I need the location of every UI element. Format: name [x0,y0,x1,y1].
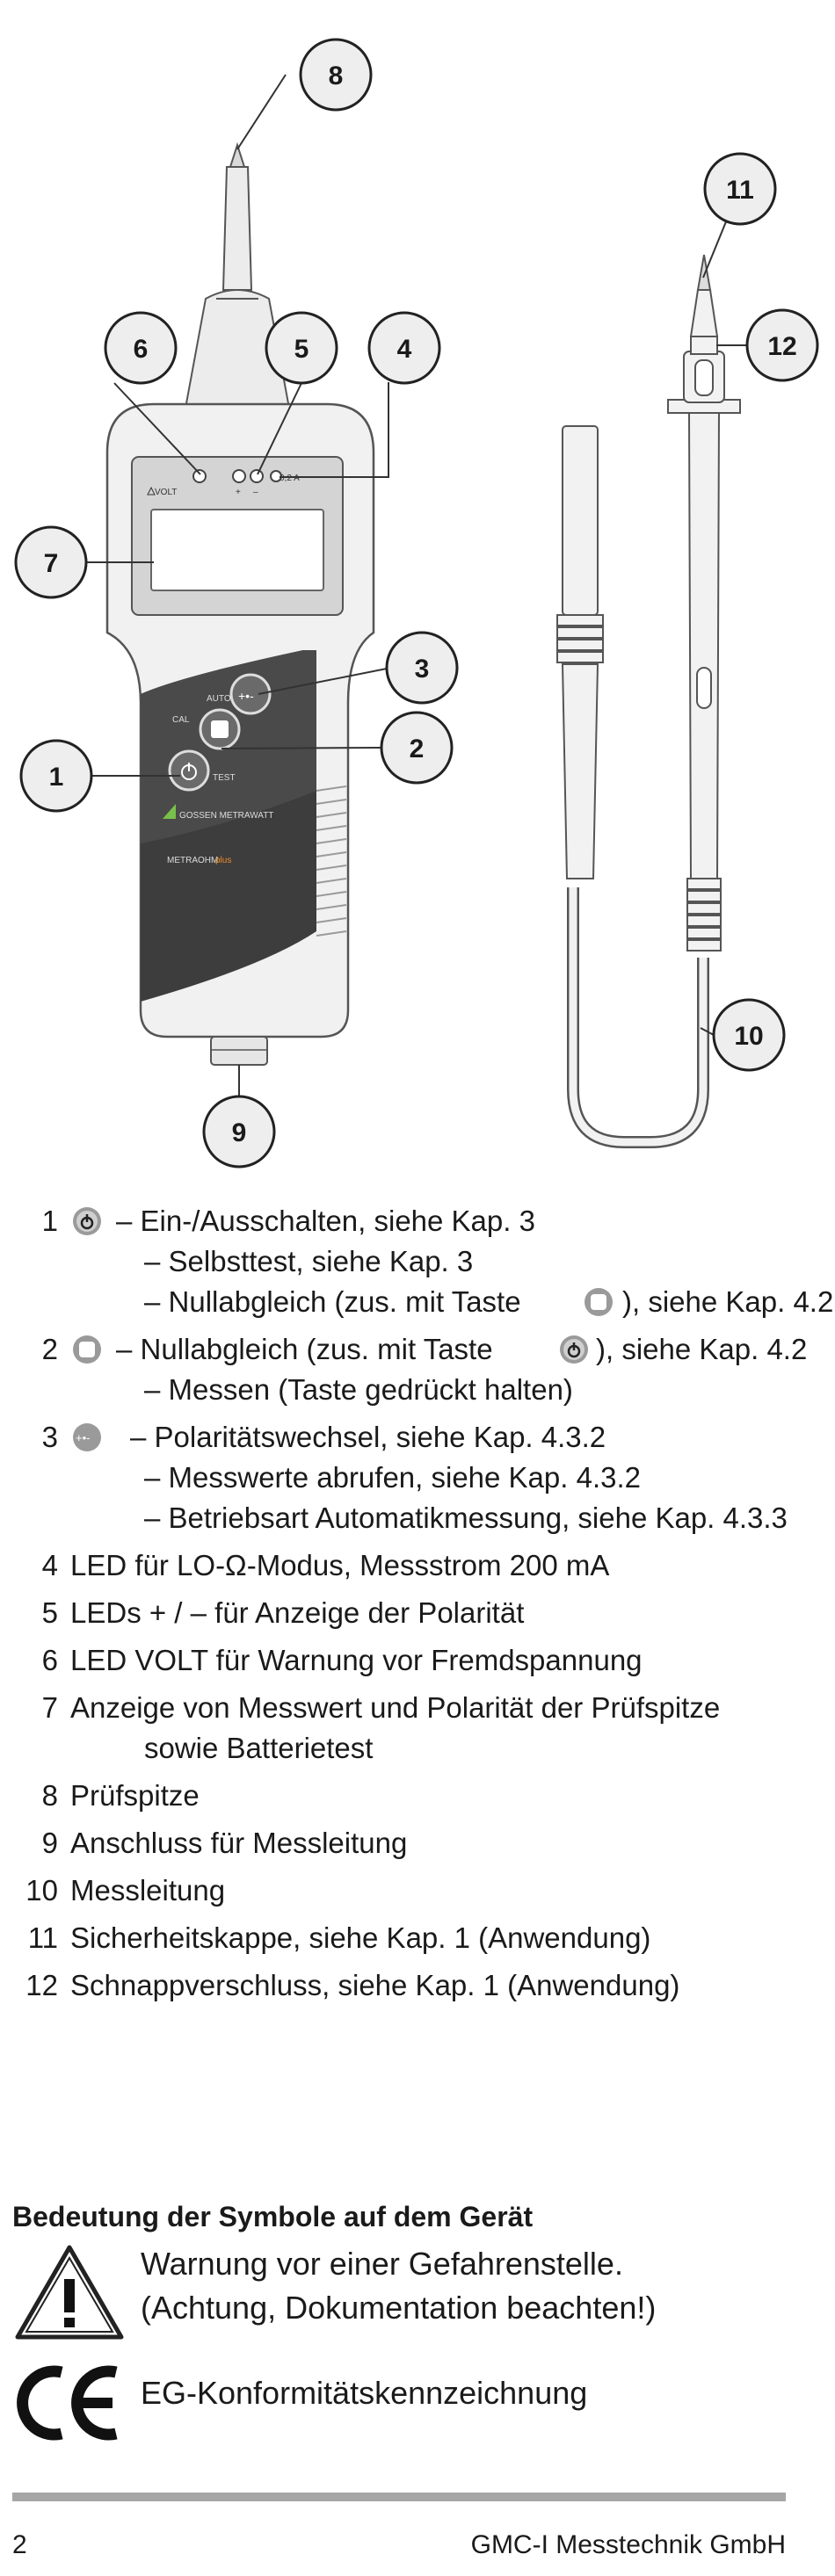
callout-1-number: 1 [48,763,64,792]
footer-divider [12,2493,786,2501]
item-text: sowie Batterietest [144,1732,374,1764]
ce-mark-icon [12,2363,127,2442]
callout-1 [21,741,91,811]
power-button-icon [70,1205,104,1237]
led-volt [193,470,206,482]
item-number: 2 [41,1333,58,1365]
callout-6-number: 6 [133,335,149,364]
item-text: – Selbsttest, siehe Kap. 3 [144,1245,474,1277]
item-text: – Ein-/Ausschalten, siehe Kap. 3 [116,1205,535,1237]
callout-5-number: 5 [294,335,309,364]
item-number: 12 [25,1969,58,2001]
item-number: 9 [41,1827,58,1859]
current-label: 0,2 A [280,474,300,483]
item-text: Sicherheitskappe, siehe Kap. 1 (Anwendung) [70,1921,651,1954]
callout-10-number: 10 [734,1022,764,1051]
warning-line: (Achtung, Dokumentation beachten!) [141,2290,657,2326]
callout-9-number: 9 [231,1118,247,1147]
item-text: Messleitung [70,1874,226,1907]
item-number: 8 [41,1779,58,1812]
svg-text:+•-: +•- [76,1431,91,1444]
callout-11-number: 11 [726,176,754,205]
lead-connector [211,1037,267,1065]
model-label: METRAOHM [167,856,219,865]
warning-description [141,2242,656,2330]
item-text: – Messwerte abrufen, siehe Kap. 4.3.2 [144,1461,641,1494]
measuring-lead [557,255,740,1142]
cal-label: CAL [172,715,190,725]
item-text: – Nullabgleich (zus. mit Taste [144,1285,521,1318]
device-illustration [0,0,835,1169]
item-text: – Messen (Taste gedrückt halten) [144,1373,573,1406]
lcd-display [151,510,323,590]
item-text: – Polaritätswechsel, siehe Kap. 4.3.2 [130,1421,606,1453]
callout-4-number: 4 [396,335,412,364]
brand-label: GOSSEN METRAWATT [179,811,274,821]
callout-11 [705,154,775,224]
callout-7 [16,527,86,597]
item-text: LED für LO-Ω-Modus, Messstrom 200 mA [70,1549,610,1581]
callout-3 [387,633,457,703]
publisher-name: GMC-I Messtechnik GmbH [470,2530,786,2559]
item-number: 11 [27,1921,58,1954]
plus-label: + [236,488,241,497]
callout-6 [105,313,176,383]
item-text: – Betriebsart Automatikmessung, siehe Kap. 4.3.3 [144,1501,788,1534]
test-label: TEST [213,773,236,783]
minus-label: – [253,488,258,497]
callout-8-number: 8 [328,62,344,90]
callout-9 [204,1096,274,1167]
callout-12-number: 12 [767,332,797,361]
item-number: 1 [41,1205,58,1237]
callout-7-number: 7 [43,549,59,578]
item-text: Prüfspitze [70,1779,200,1812]
callout-2 [381,713,452,783]
item-text: LEDs + / – für Anzeige der Polarität [70,1596,525,1629]
item-number: 7 [41,1691,58,1724]
page-number: 2 [12,2530,27,2559]
power-button-icon [557,1334,591,1365]
item-number: 5 [41,1596,58,1629]
callout-2-number: 2 [409,734,425,763]
callout-5 [266,313,337,383]
item-text: – Nullabgleich (zus. mit Taste [116,1333,493,1365]
item-text: ), siehe Kap. 4.2 [596,1333,808,1365]
item-text: Schnappverschluss, siehe Kap. 1 (Anwendung) [70,1969,680,2001]
item-text: LED VOLT für Warnung vor Fremdspannung [70,1644,643,1676]
square-button-icon [70,1334,104,1365]
callout-4 [369,313,439,383]
item-number: 6 [41,1644,58,1676]
warning-line: Warnung vor einer Gefahrenstelle. [141,2246,623,2282]
item-text: ), siehe Kap. 4.2 [622,1285,834,1318]
led-plus [233,470,245,482]
item-number: 4 [41,1549,58,1581]
polarity-button-icon [70,1422,104,1453]
warning-triangle-icon [12,2242,127,2343]
tester-body [107,404,374,1065]
led-minus [250,470,263,482]
item-number: 10 [25,1874,58,1907]
ce-description: EG-Konformitätskennzeichnung [141,2375,588,2411]
item-number: 3 [41,1421,58,1453]
callout-12 [747,310,817,380]
callout-10 [714,1000,784,1070]
item-text: Anschluss für Messleitung [70,1827,408,1859]
svg-text:+•-: +•- [238,689,254,703]
square-button-icon [582,1286,615,1318]
item-text: Anzeige von Messwert und Polarität der Prüfspitze [70,1691,721,1724]
symbols-heading: Bedeutung der Symbole auf dem Gerät [12,2201,534,2232]
model-suffix-label: plus [215,856,232,865]
probe-tip [185,145,290,413]
auto-label: AUTO [207,694,231,704]
callout-3-number: 3 [414,655,430,684]
volt-label: VOLT [155,488,178,497]
callout-8 [301,40,371,110]
